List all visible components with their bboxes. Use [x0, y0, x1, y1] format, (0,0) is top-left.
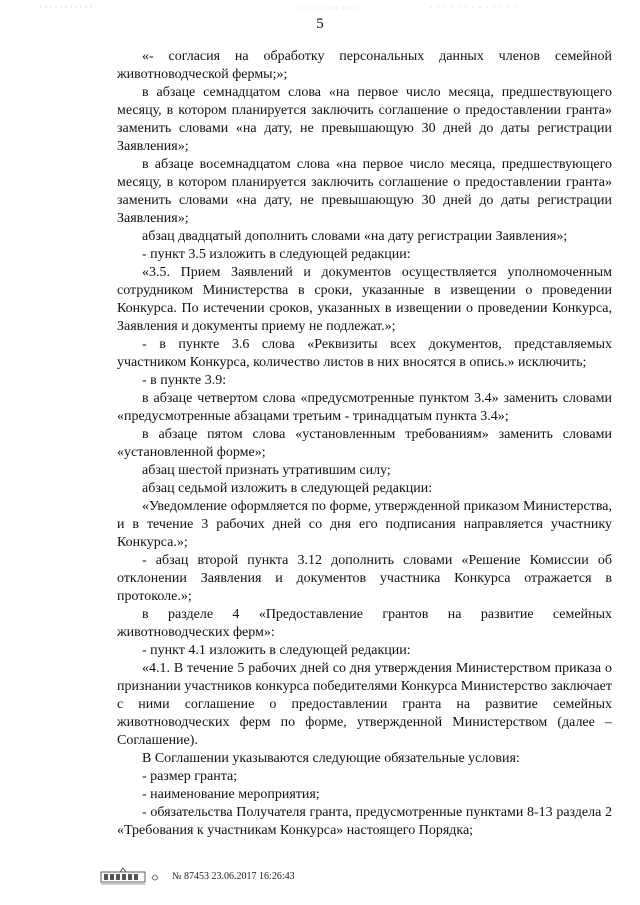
- paragraph: - пункт 4.1 изложить в следующей редакции:: [142, 643, 411, 658]
- document-footer: [100, 866, 400, 890]
- paragraph: - в пункте 3.9:: [142, 373, 227, 388]
- paragraph: - в пункте 3.6 слова «Реквизиты всех документов, представляемых участником Конкурса, количество листов в них вносятся в опись.» исключить;: [117, 337, 612, 370]
- paragraph: абзац двадцатый дополнить словами «на дату регистрации Заявления»;: [142, 229, 568, 244]
- paragraph: - наименование мероприятия;: [142, 787, 320, 802]
- registration-number: № 87453 23.06.2017 16:26:43: [172, 871, 295, 882]
- paragraph: «4.1. В течение 5 рабочих дней со дня утверждения Министерством приказа о признании участников конкурса победителями Конкурса Министерство заключает с ними соглашение о предоставлении гранта на развитие семейных животноводческих ферм по форме, утвержденной Министерством (далее – Соглашение).: [117, 661, 612, 748]
- scan-edge-marks: [0, 4, 640, 12]
- paragraph: в абзаце восемнадцатом слова «на первое число месяца, предшествующего месяцу, в котором планируется заключить соглашение о предоставлении гранта» заменить словами «на дату, не превышающую 30 дней до даты регистрации Заявления»;: [117, 157, 612, 226]
- paragraph: «Уведомление оформляется по форме, утвержденной приказом Министерства, и в течение 3 рабочих дней со дня его подписания направляется участнику Конкурса.»;: [117, 499, 612, 550]
- paragraph: - пункт 3.5 изложить в следующей редакции:: [142, 247, 411, 262]
- paragraph: в абзаце четвертом слова «предусмотренные пунктом 3.4» заменить словами «предусмотренные абзацами третьим - тринадцатым пункта 3.4»;: [117, 391, 612, 424]
- registry-stamp-icon: [100, 866, 162, 886]
- paragraph: абзац шестой признать утратившим силу;: [142, 463, 391, 478]
- paragraph: в абзаце семнадцатом слова «на первое число месяца, предшествующего месяцу, в котором планируется заключить соглашение о предоставлении гранта» заменить словами «на дату, не превышающую 30 дней до даты регистрации Заявления»;: [117, 85, 612, 154]
- paragraph: в разделе 4 «Предоставление грантов на развитие семейных животноводческих ферм»:: [117, 607, 612, 640]
- paragraph: «- согласия на обработку персональных данных членов семейной животноводческой фермы;»;: [117, 49, 612, 82]
- document-body: [117, 48, 612, 840]
- paragraph: в абзаце пятом слова «установленным требованиям» заменить словами «установленной форме»;: [117, 427, 612, 460]
- paragraph: - абзац второй пункта 3.12 дополнить словами «Решение Комиссии об отклонении Заявления и документов участника Конкурса отражается в протоколе.»;: [117, 553, 612, 604]
- paragraph: В Соглашении указываются следующие обязательные условия:: [142, 751, 520, 766]
- paragraph: - размер гранта;: [142, 769, 238, 784]
- paragraph: «3.5. Прием Заявлений и документов осуществляется уполномоченным сотрудником Министерства в сроки, указанные в извещении о проведении Конкурса. По истечении сроков, указанных в извещении о проведении Конкурса, Заявления и документы приему не подлежат.»;: [117, 265, 612, 334]
- page-number: 5: [316, 16, 324, 32]
- paragraph: - обязательства Получателя гранта, предусмотренные пунктами 8-13 раздела 2 «Требования к участникам Конкурса» настоящего Порядка;: [117, 805, 612, 838]
- paragraph: абзац седьмой изложить в следующей редакции:: [142, 481, 433, 496]
